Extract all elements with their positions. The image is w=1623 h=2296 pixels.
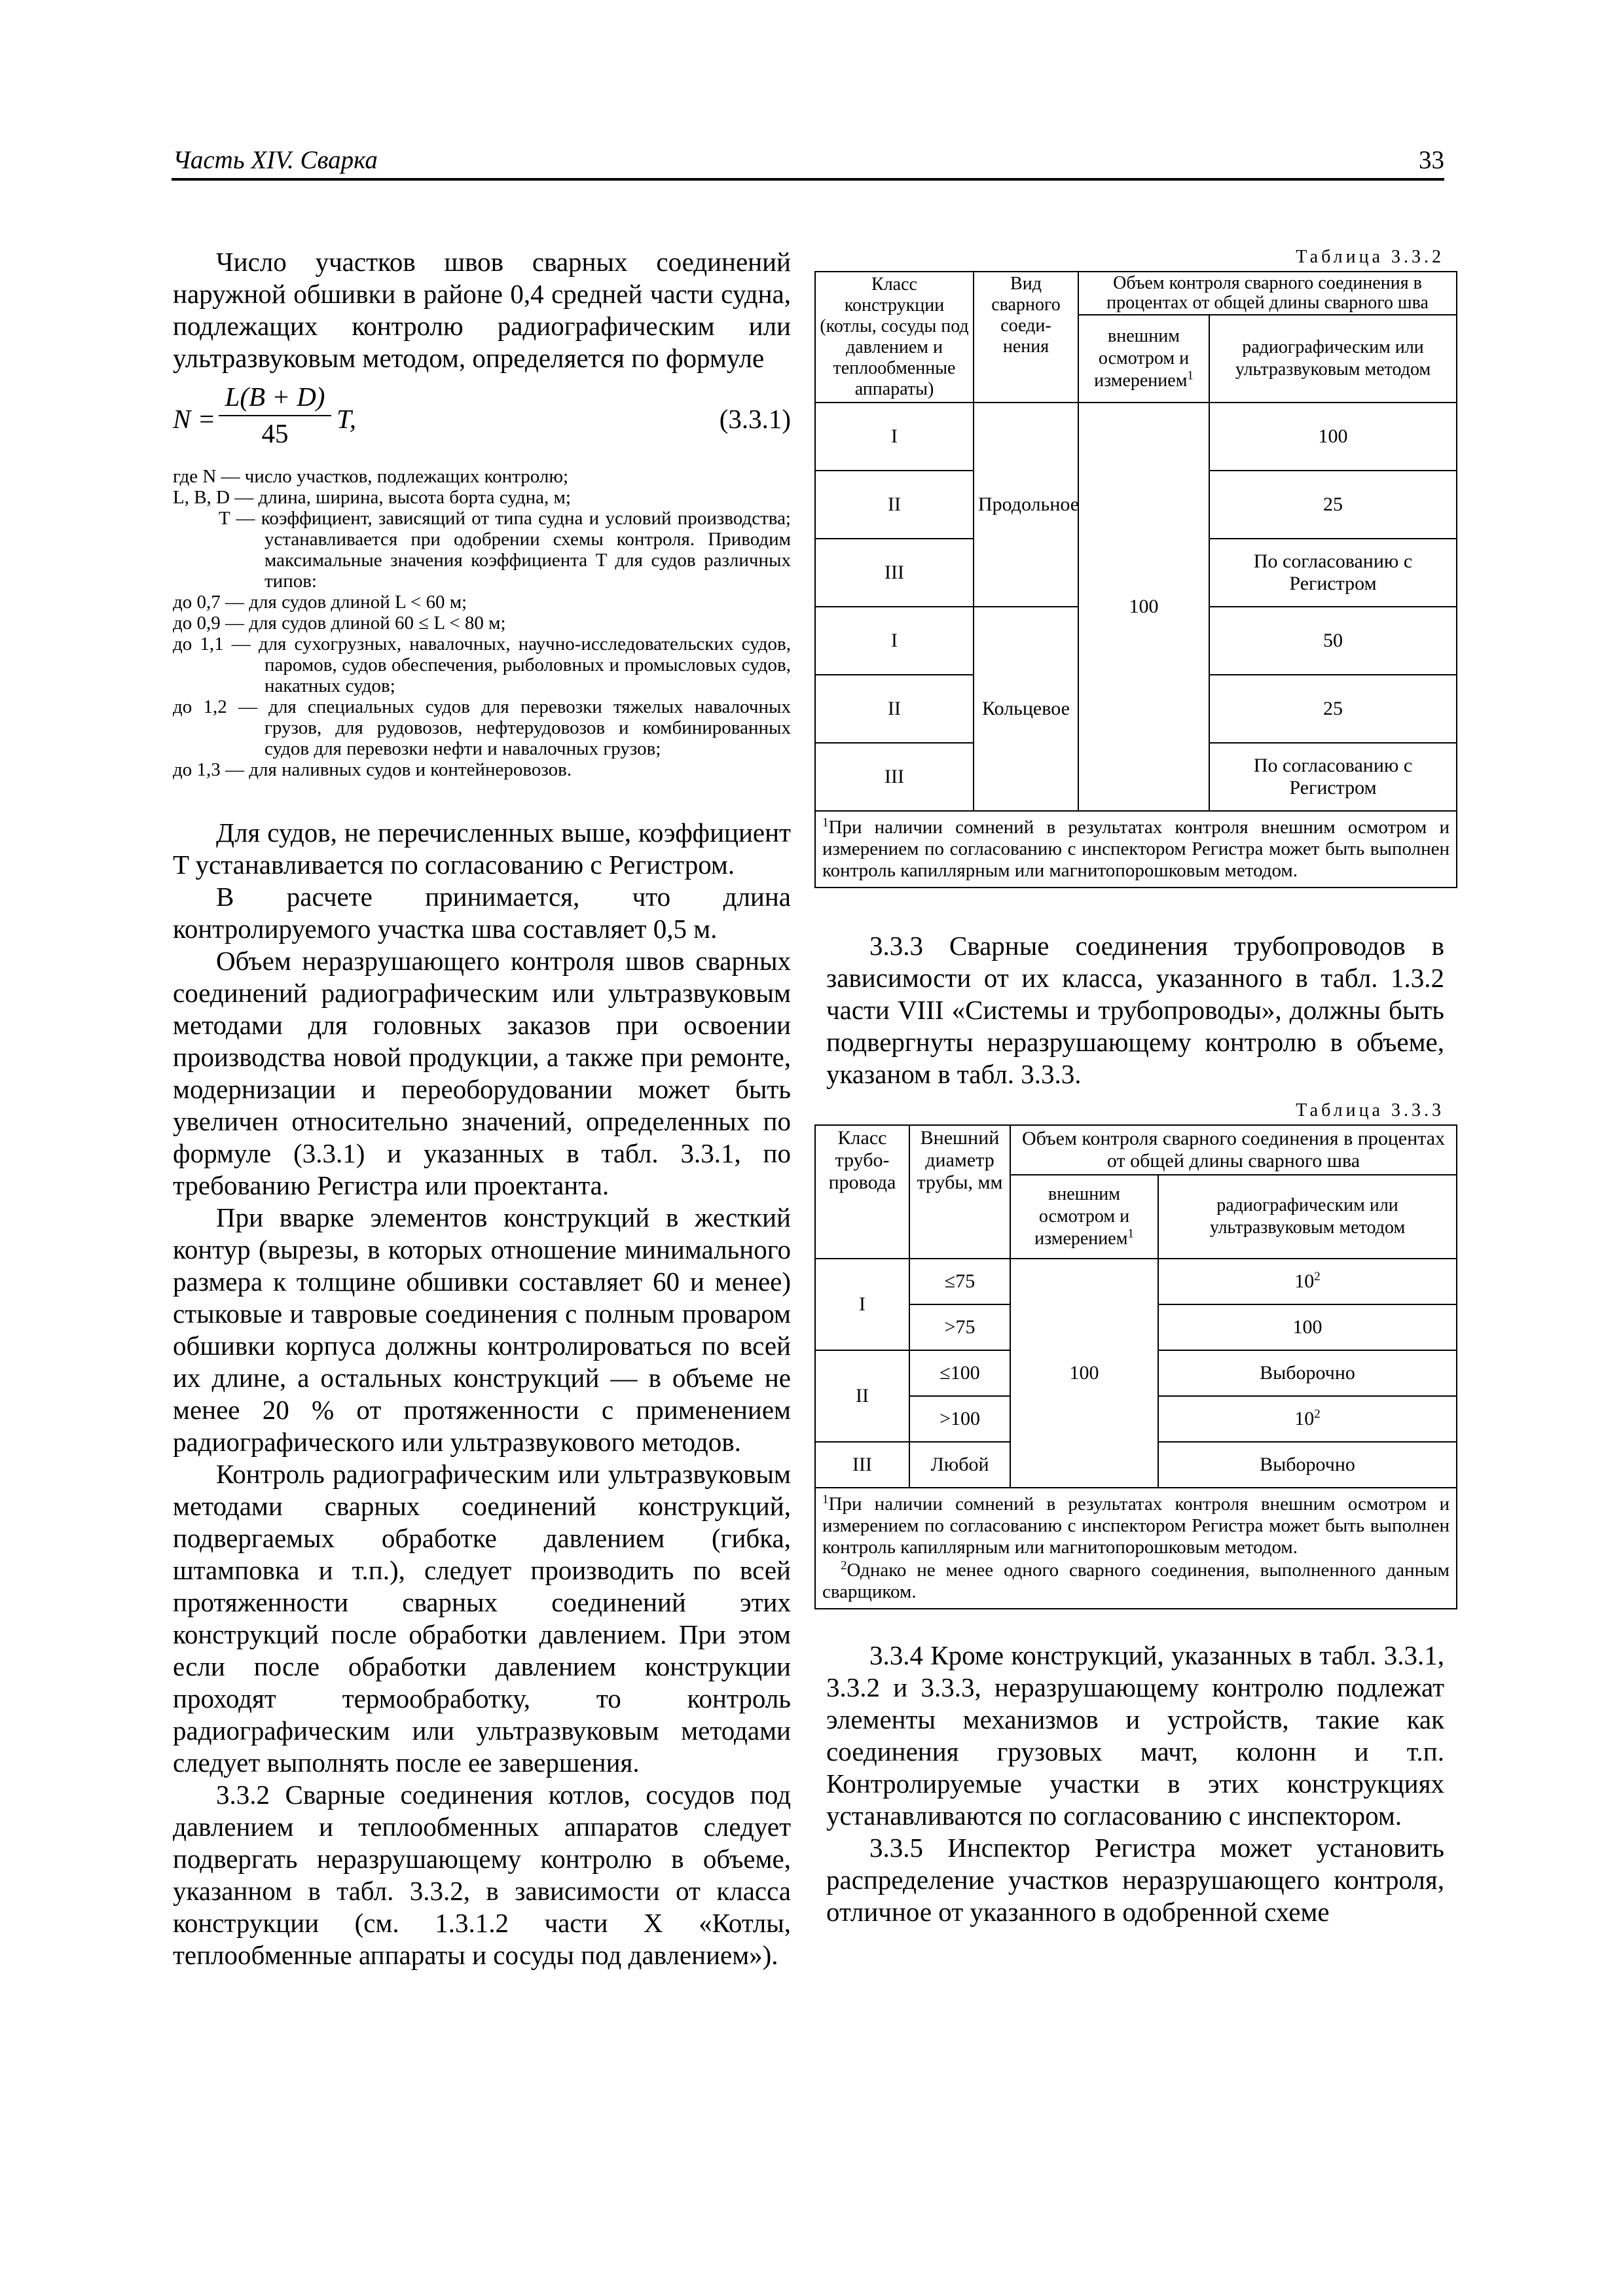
left-column	[173, 246, 791, 1971]
definitions	[173, 466, 791, 780]
definition-item: до 1,2 — для специальных судов для перевозки тяжелых навалочных грузов, для рудовозов, нефтерудовозов и комбинированных судов для перевозки нефти и навалочных грузов;	[173, 696, 791, 759]
joint-type-circumferential: Кольцевое	[974, 607, 1078, 811]
header-class: Класс конструкции (котлы, сосуды под давлением и теплообменные аппараты)	[815, 272, 974, 403]
definition-item: T — коэффициент, зависящий от типа судна и условий производства; устанавливается при одобрении схемы контроля. Приводим максимальные значения коэффициента T для судов различных типов:	[219, 508, 791, 592]
visual-value: 100	[1010, 1259, 1158, 1488]
paragraph: Контроль радиографическим или ультразвуковым методами сварных соединений конструкций, подвергаемых обработке давлением (гибка, штамповка и т.п.), следует производить по всей протяженности сварных соединений этих конструкций после обработки давлением. При этом если после обработки давлением конструкции проходят термообработку, то контроль радиографическим или ультразвуковым методами следует выполнять после ее завершения.	[173, 1459, 791, 1778]
paragraph-3-3-2: 3.3.2 Сварные соединения котлов, сосудов под давлением и теплообменных аппаратов следует подвергать неразрушающему контролю в объеме, указанном в табл. 3.3.2, в зависимости от класса конструкции (см. 1.3.1.2 части X «Котлы, теплообменные аппараты и сосуды под давлением»).	[173, 1780, 791, 1970]
diameter-cell: ≤75	[909, 1259, 1010, 1304]
paragraph: При вварке элементов конструкций в жесткий контур (вырезы, в которых отношение минимального размера к толщине обшивки составляет 60 и менее) стыковые и тавровые соединения с полным проваром обшивки корпуса должны контролироваться по всей их длине, а остальных конструкций — в объеме не менее 20 % от протяженности с применением радиографического или ультразвукового методов.	[173, 1202, 791, 1457]
table-3-3-2-caption: Таблица 3.3.2	[1296, 247, 1444, 267]
definition-item: до 1,1 — для сухогрузных, навалочных, научно-исследовательских судов, паромов, судов обеспечения, рыболовных и промысловых судов, накатных судов;	[173, 634, 791, 696]
formula-block	[173, 380, 791, 453]
header-joint-type: Вид сварного соеди- нения	[974, 272, 1078, 403]
radio-cell: Выборочно	[1158, 1350, 1457, 1396]
table-cell: По согласованию с Регистром	[1209, 539, 1457, 607]
table-cell: II	[815, 471, 974, 539]
radio-cell: $10^2$	[1158, 1396, 1457, 1442]
diameter-cell: >100	[909, 1396, 1010, 1442]
page-header	[172, 145, 1444, 181]
paragraph-3-3-4: 3.3.4 Кроме конструкций, указанных в табл. 3.3.1, 3.3.2 и 3.3.3, неразрушающему контролю подлежат элементы механизмов и устройств, такие как соединения грузовых мачт, колонн и т.п. Контролируемые участки в этих конструкциях устанавливаются по согласованию с инспектором.	[826, 1640, 1444, 1831]
header-visual: внешним осмотром и измерением$^1$	[1010, 1175, 1158, 1259]
paragraph: Объем неразрушающего контроля швов сварных соединений радиографическим или ультразвуковым методами для головных заказов при освоении производства новой продукции, а также при ремонте, модернизации и переоборудовании может быть увеличен относительно значений, определенных по формуле (3.3.1) и указанных в табл. 3.3.1, по требованию Регистра или проектанта.	[173, 946, 791, 1200]
radio-cell: $10^2$	[1158, 1259, 1457, 1304]
definition-item: до 0,9 — для судов длиной 60 ≤ L < 80 м;	[173, 613, 506, 634]
header-pipe-class: Класс трубо- провода	[815, 1125, 909, 1259]
table-3-3-3	[814, 1124, 1457, 1609]
table-3-3-3-caption: Таблица 3.3.3	[1296, 1100, 1444, 1121]
running-title: Часть XIV. Сварка	[173, 146, 378, 174]
formula-numerator: L(B + D)	[225, 382, 325, 412]
table-3-3-2-footnote: $^1$При наличии сомнений в результатах контроля внешним осмотром и измерением по согласованию с инспектором Регистра может быть выполнен контроль капиллярным или магнитопорошковым методом.	[815, 811, 1457, 888]
header-diameter: Внешний диаметр трубы, мм	[909, 1125, 1010, 1259]
definition-item: L, B, D — длина, ширина, высота борта судна, м;	[173, 487, 571, 508]
paragraph: В расчете принимается, что длина контролируемого участка шва составляет 0,5 м.	[173, 882, 791, 944]
radio-cell: Выборочно	[1158, 1442, 1457, 1488]
table-cell: 25	[1209, 675, 1457, 743]
table-cell: III	[815, 539, 974, 607]
table-cell: III	[815, 743, 974, 811]
header-volume: Объем контроля сварного соединения в процентах от общей длины сварного шва	[1010, 1125, 1457, 1175]
table-cell: II	[815, 675, 974, 743]
body-text-left	[173, 817, 791, 1971]
formula-denominator: 45	[261, 418, 289, 448]
class-cell: II	[815, 1350, 909, 1442]
visual-value: 100	[1078, 403, 1209, 811]
table-cell: 25	[1209, 471, 1457, 539]
table-3-3-3-footnotes	[815, 1488, 1457, 1609]
paragraph-intro: Число участков швов сварных соединений наружной обшивки в районе 0,4 средней части судна, подлежащих контролю радиографическим или ультразвуковым методом, определяется по формуле	[173, 247, 791, 373]
table-cell: 100	[1209, 403, 1457, 471]
radio-cell: 100	[1158, 1304, 1457, 1350]
formula-number: (3.3.1)	[719, 404, 791, 434]
footnote-2: $^2$Однако не менее одного сварного соединения, выполненного данным сварщиком.	[822, 1558, 1450, 1602]
table-cell: I	[815, 607, 974, 675]
fraction-bar	[219, 415, 331, 416]
header-visual: внешним осмотром и измерением$^1$	[1078, 315, 1209, 403]
right-column	[820, 246, 1450, 1928]
diameter-cell: Любой	[909, 1442, 1010, 1488]
definition-item: где N — число участков, подлежащих контролю;	[173, 466, 569, 487]
joint-type-longitudinal: Продольное	[974, 403, 1078, 607]
definition-item: до 1,3 — для наливных судов и контейнеровозов.	[173, 759, 572, 780]
formula-tail: T,	[337, 404, 357, 434]
footnote-ref: 1	[1127, 1227, 1134, 1241]
diameter-cell: >75	[909, 1304, 1010, 1350]
table-3-3-2	[814, 271, 1457, 888]
paragraph-3-3-3: 3.3.3 Сварные соединения трубопроводов в зависимости от их класса, указанного в табл. 1.3.2 части VIII «Системы и трубопроводы», должны быть подвергнуты неразрушающему контролю в объеме, указаном в табл. 3.3.3.	[826, 931, 1444, 1089]
paragraph-3-3-5: 3.3.5 Инспектор Регистра может установить распределение участков неразрушающего контроля, отличное от указанного в одобренной схеме	[826, 1833, 1444, 1927]
table-cell: По согласованию с Регистром	[1209, 743, 1457, 811]
footnote-1: $^1$При наличии сомнений в результатах контроля внешним осмотром и измерением по согласованию с инспектором Регистра может быть выполнен контроль капиллярным или магнитопорошковым методом.	[822, 1492, 1450, 1558]
paragraph: Для судов, не перечисленных выше, коэффициент T устанавливается по согласованию с Регистром.	[173, 817, 791, 880]
formula-lhs: N =	[173, 404, 216, 434]
header-volume: Объем контроля сварного соединения в процентах от общей длины сварного шва	[1078, 272, 1457, 315]
page-number: 33	[1419, 146, 1444, 174]
definition-item: до 0,7 — для судов длиной L < 60 м;	[173, 592, 467, 613]
class-cell: I	[815, 1259, 909, 1350]
diameter-cell: ≤100	[909, 1350, 1010, 1396]
footnote-ref: 1	[1187, 368, 1194, 383]
class-cell: III	[815, 1442, 909, 1488]
header-radio: радиографическим или ультразвуковым методом	[1209, 315, 1457, 403]
table-cell: I	[815, 403, 974, 471]
header-radio: радиографическим или ультразвуковым методом	[1158, 1175, 1457, 1259]
table-cell: 50	[1209, 607, 1457, 675]
